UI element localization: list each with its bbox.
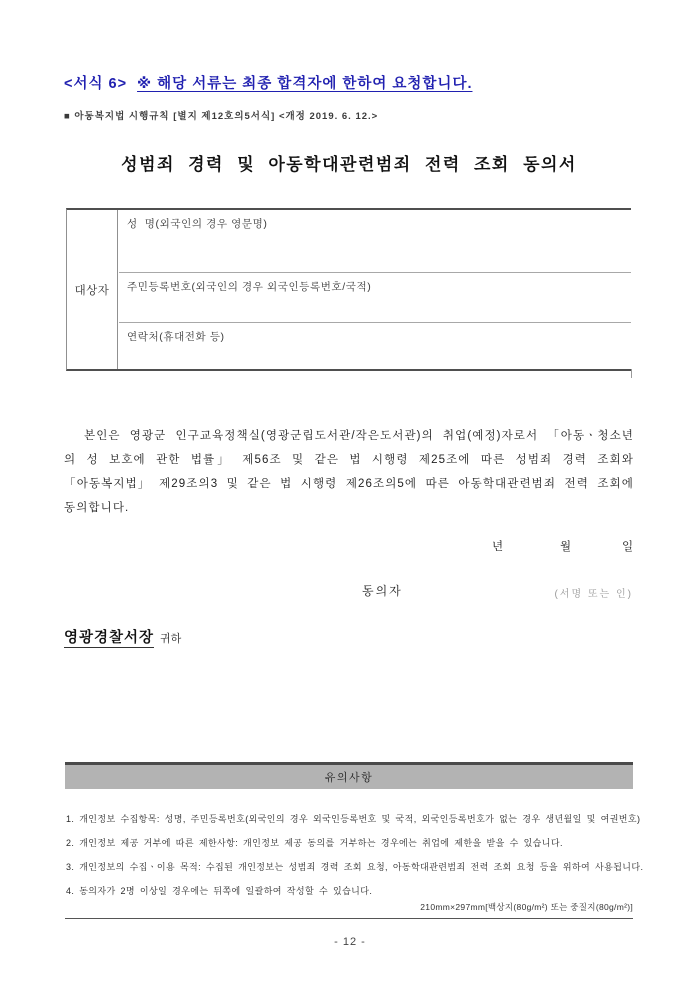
notes-header-bar <box>65 762 633 789</box>
note-item-2: 2. 개인정보 제공 거부에 따른 제한사항: 개인정보 제공 동의를 거부하는 경우에는 취업에 제한을 받을 수 있습니다. <box>66 838 563 848</box>
note-item-1: 1. 개인정보 수집항목: 성명, 주민등록번호(외국인의 경우 외국인등록번호 및 국적, 외국인등록번호가 없는 경우 생년월일 및 여권번호) <box>66 814 641 824</box>
name-field-label: 성 명(외국인의 경우 영문명) <box>127 218 268 230</box>
resident-number-field-label: 주민등록번호(외국인의 경우 외국인등록번호/국적) <box>127 281 372 293</box>
form-number-label: <서식 6> <box>64 76 128 92</box>
document-title: 성범죄 경력 및 아동학대관련범죄 전력 조회 동의서 <box>121 155 577 174</box>
table-row <box>119 272 631 322</box>
addressee-row <box>64 626 181 647</box>
paper-spec-note: 210mm×297mm[백상지(80g/m²) 또는 중질지(80g/m²)] <box>420 902 633 912</box>
signature-or-seal-hint: (서명 또는 인) <box>554 589 633 600</box>
consent-paragraph: 본인은 영광군 인구교육정책실(영광군립도서관/작은도서관)의 취업(예정)자로서 「아동ㆍ청소년의 성 보호에 관한 법률」 제56조 및 같은 법 시행령 제25조에 따른 성범죄 경력 조회와 「아동복지법」 제29조의3 및 같은 법 시행령 제26조의5에 따른 아동학대관련범죄 전력 조회에 동의합니다. <box>64 430 634 514</box>
final-pass-notice: ※ 해당 서류는 최종 합격자에 한하여 요청합니다. <box>137 76 473 92</box>
addressee-name: 영광경찰서장 <box>64 630 155 646</box>
contact-field-label: 연락처(휴대전화 등) <box>127 331 225 343</box>
table-row <box>119 322 631 369</box>
addressee-suffix: 귀하 <box>160 633 182 645</box>
subject-group-header: 대상자 <box>67 210 118 369</box>
notes-list <box>66 812 646 908</box>
note-item-4: 4. 동의자가 2명 이상일 경우에는 뒤쪽에 일괄하여 작성할 수 있습니다. <box>66 886 373 896</box>
page-number: - 12 - <box>334 936 366 948</box>
date-day-label: 일 <box>622 541 634 553</box>
subject-info-table <box>66 208 631 371</box>
date-year-label: 년 <box>492 541 504 553</box>
regulation-reference: ■ 아동복지법 시행규칙 [별지 제12호의5서식] <개정 2019. 6. 12.> <box>64 111 379 122</box>
table-row <box>119 210 631 272</box>
table-corner-tick <box>631 369 632 378</box>
date-month-label: 월 <box>560 541 572 553</box>
notes-title: 유의사항 <box>324 772 374 784</box>
form-header <box>64 72 472 93</box>
footer-divider <box>65 918 633 919</box>
signer-label: 동의자 <box>362 584 403 598</box>
note-item-3: 3. 개인정보의 수집ㆍ이용 목적: 수집된 개인정보는 성범죄 경력 조회 요청, 아동학대관련범죄 전력 조회 요청 등을 위하여 사용됩니다. <box>66 862 644 872</box>
